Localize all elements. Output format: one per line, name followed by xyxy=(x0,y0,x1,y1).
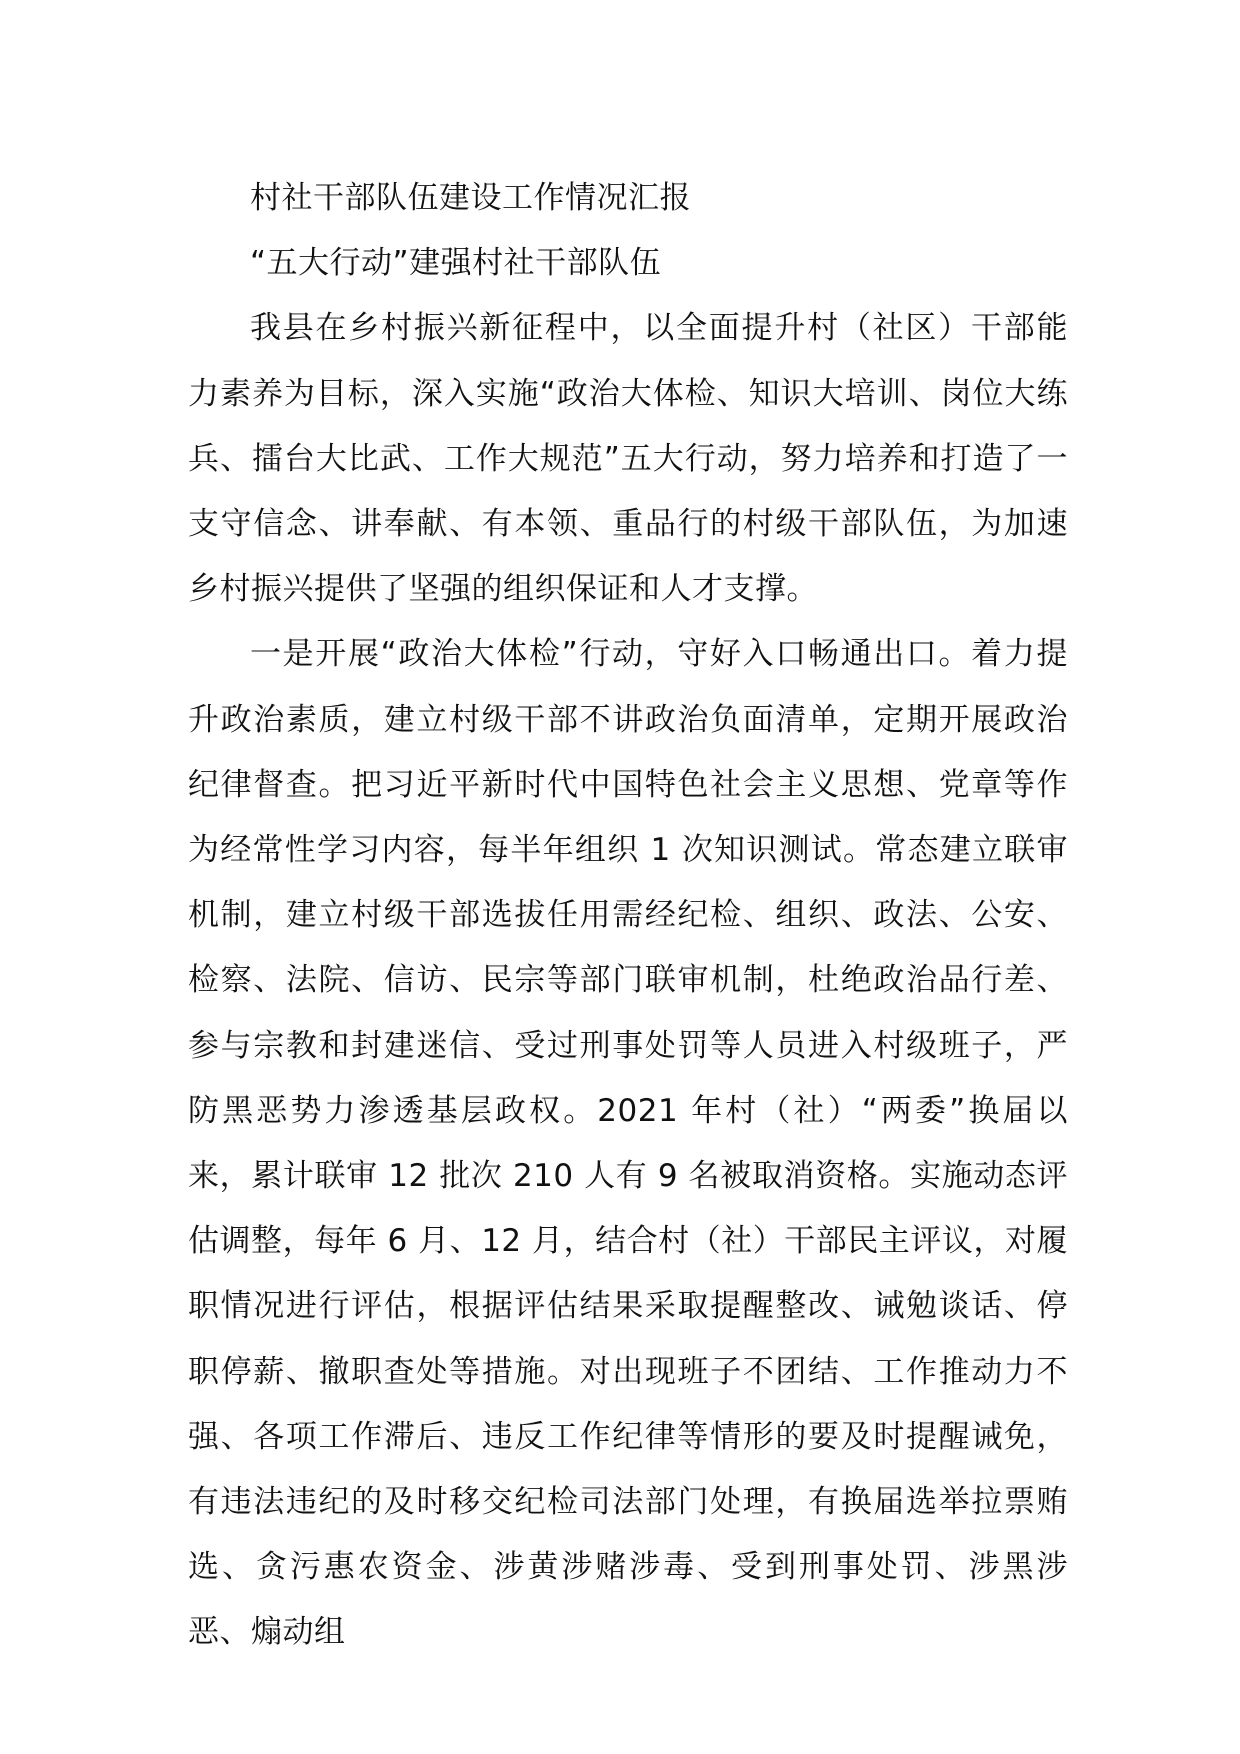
document-title: 村社干部队伍建设工作情况汇报 xyxy=(250,180,691,216)
document-body xyxy=(188,166,1068,1666)
intro-paragraph: 我县在乡村振兴新征程中，以全面提升村（社区）干部能力素养为目标，深入实施“政治大体检、知识大培训、岗位大练兵、擂台大比武、工作大规范”五大行动，努力培养和打造了一支守信念、讲奉献、有本领、重品行的村级干部队伍，为加速乡村振兴提供了坚强的组织保证和人才支撑。 xyxy=(188,310,1068,608)
section-one-paragraph: 一是开展“政治大体检”行动，守好入口畅通出口。着力提升政治素质，建立村级干部不讲政治负面清单，定期开展政治纪律督查。把习近平新时代中国特色社会主义思想、党章等作为经常性学习内容，每半年组织 1 次知识测试。常态建立联审机制，建立村级干部选拔任用需经纪检、组织、政法、公安、检察、法院、信访、民宗等部门联审机制，杜绝政治品行差、参与宗教和封建迷信、受过刑事处罚等人员进入村级班子，严防黑恶势力渗透基层政权。2021 年村（社）“两委”换届以来，累计联审 12 批次 210 人有 9 名被取消资格。实施动态评估调整，每年 6 月、12 月，结合村（社）干部民主评议，对履职情况进行评估，根据评估结果采取提醒整改、诫勉谈话、停职停薪、撤职查处等措施。对出现班子不团结、工作推动力不强、各项工作滞后、违反工作纪律等情形的要及时提醒诫免，有违法违纪的及时移交纪检司法部门处理，有换届选举拉票贿选、贪污惠农资金、涉黄涉赌涉毒、受到刑事处罚、涉黑涉恶、煽动组 xyxy=(188,636,1068,1651)
document-subtitle: “五大行动”建强村社干部队伍 xyxy=(250,245,662,282)
